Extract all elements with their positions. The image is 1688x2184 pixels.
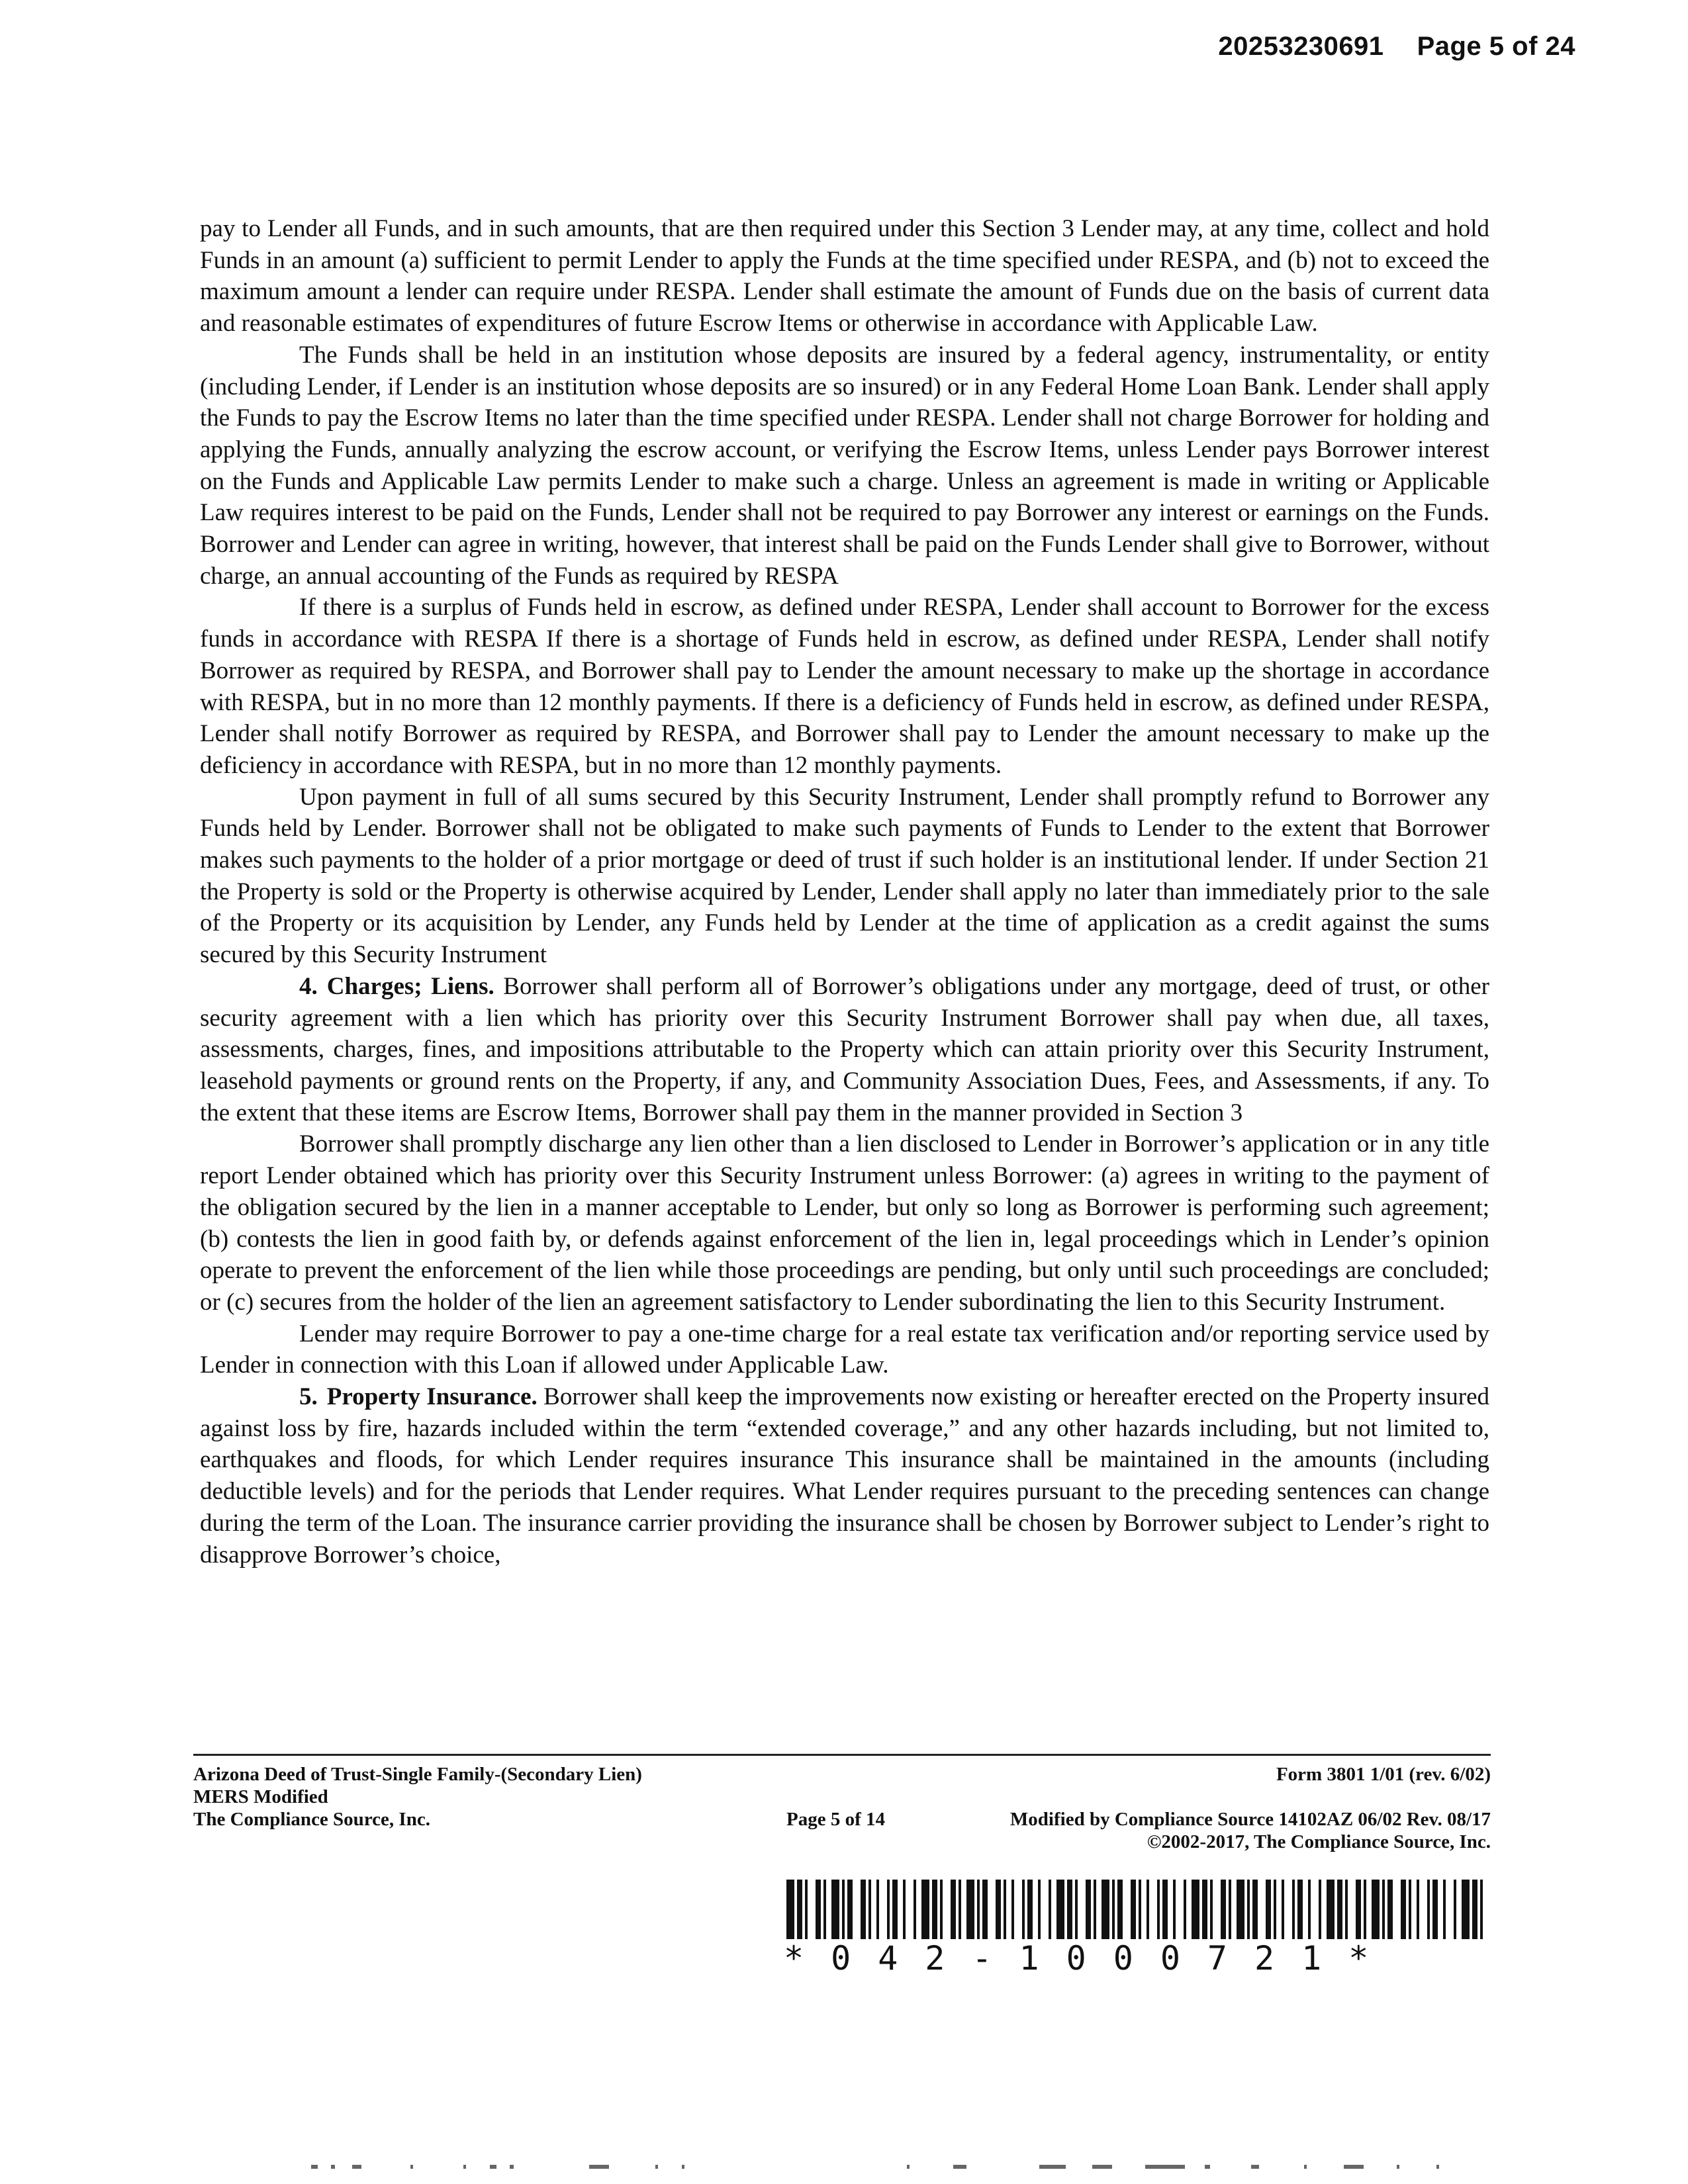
barcode-bar	[1432, 1880, 1438, 1939]
barcode-bar	[1417, 1880, 1419, 1939]
form-title: Arizona Deed of Trust-Single Family-(Secondary Lien)	[193, 1764, 642, 1785]
barcode-bar	[1274, 1880, 1276, 1939]
barcode-bar	[996, 1880, 1001, 1939]
form-number: Form 3801 1/01 (rev. 6/02)	[1276, 1764, 1491, 1785]
scan-mark	[589, 2165, 609, 2169]
barcode-bar	[1297, 1880, 1303, 1939]
barcode-bar	[1401, 1880, 1406, 1939]
document-body	[200, 213, 1489, 1570]
barcode-bar	[1192, 1880, 1199, 1939]
scan-mark	[490, 2165, 496, 2169]
barcode-bar	[1382, 1880, 1385, 1939]
scan-mark	[352, 2165, 361, 2169]
barcode-bar	[1102, 1880, 1109, 1939]
barcode-bar	[1094, 1880, 1096, 1939]
barcode-bar	[1319, 1880, 1321, 1939]
section-4-charges-liens	[200, 971, 1489, 1129]
paragraph-funds-held: The Funds shall be held in an institution whose deposits are insured by a federal agency, instrumentality, or entity (including Lender, if Lender is an institution whose deposits are so insured) or in any Federal Home Loan Bank. Lender shall apply the Funds to pay the Escrow Items no later than the time specified under RESPA. Lender shall not charge Borrower for holding and applying the Funds, annually analyzing the escrow account, or verifying the Escrow Items, unless Lender pays Borrower interest on the Funds and Applicable Law permits Lender to make such a charge. Unless an agreement is made in writing or Applicable Law requires interest to be paid on the Funds, Lender shall not be required to pay Borrower any interest or earnings on the Funds. Borrower and Lender can agree in writing, however, that interest shall be paid on the Funds Lender shall give to Borrower, without charge, an annual accounting of the Funds as required by RESPA	[200, 341, 1489, 590]
barcode-bar	[842, 1880, 845, 1939]
barcode-bar	[951, 1880, 956, 1939]
scan-mark	[655, 2165, 658, 2169]
barcode-bar	[1266, 1880, 1271, 1939]
barcode-bar	[1067, 1880, 1072, 1939]
document-number: 20253230691	[1218, 32, 1384, 61]
barcode-bar	[1184, 1880, 1186, 1939]
scan-mark	[331, 2165, 335, 2169]
barcode-bar	[1086, 1880, 1091, 1939]
barcode-bar	[1221, 1880, 1226, 1939]
barcode-bar	[823, 1880, 826, 1939]
barcode-bar	[1247, 1880, 1250, 1939]
scan-mark	[1039, 2165, 1066, 2169]
barcode-bar	[887, 1880, 890, 1939]
section-title: Charges; Liens.	[326, 972, 494, 1000]
barcode-bar	[1139, 1880, 1141, 1939]
barcode-bar	[1372, 1880, 1380, 1939]
barcode-bar	[861, 1880, 866, 1939]
barcode-bar	[1173, 1880, 1176, 1939]
section-5-property-insurance	[200, 1381, 1489, 1570]
barcode-bar	[1480, 1880, 1483, 1939]
barcode-bar	[1131, 1880, 1136, 1939]
barcode-bar	[786, 1880, 794, 1939]
barcode-bar	[1147, 1880, 1149, 1939]
barcode-bar	[1252, 1880, 1258, 1939]
page-footer	[193, 1763, 1491, 1853]
copyright-label: ©2002-2017, The Compliance Source, Inc.	[1147, 1831, 1491, 1852]
scan-mark	[463, 2165, 466, 2169]
barcode-bar	[1345, 1880, 1348, 1939]
barcode-bar	[921, 1880, 929, 1939]
barcode-bar	[876, 1880, 879, 1939]
barcode-bar	[1356, 1880, 1361, 1939]
barcode-bar	[797, 1880, 802, 1939]
scan-mark	[510, 2165, 514, 2169]
barcode-bar	[914, 1880, 916, 1939]
barcode-bar	[1292, 1880, 1295, 1939]
scan-mark	[682, 2165, 684, 2169]
barcode-bar	[1282, 1880, 1284, 1939]
barcode-text: *042-1000721*	[784, 1939, 1396, 1978]
barcode-bar	[1038, 1880, 1041, 1939]
barcode-bar	[1427, 1880, 1430, 1939]
barcode-bar	[1237, 1880, 1244, 1939]
paragraph-funds-collection: pay to Lender all Funds, and in such amounts, that are then required under this Section 3 Lender may, at any time, collect and hold Funds in an amount (a) sufficient to permit Lender to apply the Funds at the time specified under RESPA, and (b) not to exceed the maximum amount a lender can require under RESPA. Lender shall estimate the amount of Funds due on the basis of current data and reasonable estimates of expenditures of future Escrow Items or otherwise in accordance with Applicable Law.	[200, 215, 1489, 338]
paragraph-discharge-lien: Borrower shall promptly discharge any lien other than a lien disclosed to Lender in Borrower’s application or in any title report Lender obtained which has priority over this Security Instrument unless Borrower: (a) agrees in writing to the payment of the obligation secured by the lien in a manner acceptable to Lender, but only so long as Borrower is performing such agreement; (b) contests the lien in good faith by, or defends against enforcement of the lien in, legal proceedings which in Lender’s opinion operate to prevent the enforcement of the lien while those proceedings are pending, but only until such proceedings are concluded; or (c) secures from the holder of the lien an agreement satisfactory to Lender subordinating the lien to this Security Instrument.	[200, 1130, 1489, 1316]
barcode-bar	[1409, 1880, 1411, 1939]
scan-mark	[1304, 2165, 1307, 2169]
barcode-bar	[903, 1880, 906, 1939]
section-title: Property Insurance.	[326, 1383, 538, 1411]
barcode-bar	[1056, 1880, 1064, 1939]
barcode-bar	[966, 1880, 974, 1939]
barcode-bar	[1011, 1880, 1014, 1939]
mers-label: MERS Modified	[193, 1786, 328, 1807]
scan-artifacts	[311, 2163, 1470, 2172]
barcode-bar	[1443, 1880, 1446, 1939]
barcode-bar	[1308, 1880, 1311, 1939]
scan-mark	[1145, 2165, 1185, 2169]
barcode-bar	[1202, 1880, 1207, 1939]
barcode-bar	[816, 1880, 821, 1939]
barcode-bar	[1157, 1880, 1160, 1939]
section-text: Borrower shall perform all of Borrower’s obligations under any mortgage, deed of trust, or other security agreement with a lien which has priority over this Security Instrument Borrower shall pay when due, all taxes, assessments, charges, fines, and impositions attributable to the Property which can attain priority over this Security Instrument, leasehold payments or ground rents on the Property, if any, and Community Association Dues, Fees, and Assessments, if any. To the extent that these items are Escrow Items, Borrower shall pay them in the manner provided in Section 3	[200, 972, 1489, 1126]
barcode-bar	[1229, 1880, 1231, 1939]
scan-mark	[410, 2165, 413, 2169]
barcode-bar	[1162, 1880, 1168, 1939]
barcode-bar	[932, 1880, 937, 1939]
barcode-bar	[982, 1880, 988, 1939]
footer-divider	[193, 1754, 1491, 1756]
modified-label: Modified by Compliance Source 14102AZ 06/02 Rev. 08/17	[1009, 1809, 1491, 1830]
scan-mark	[907, 2165, 910, 2169]
source-label: The Compliance Source, Inc.	[193, 1809, 430, 1830]
barcode-bar	[1117, 1880, 1123, 1939]
scan-mark	[1092, 2165, 1112, 2169]
barcode-bar	[847, 1880, 853, 1939]
scan-mark	[1344, 2165, 1364, 2169]
paragraph-surplus-shortage: If there is a surplus of Funds held in escrow, as defined under RESPA, Lender shall account to Borrower for the excess funds in accordance with RESPA If there is a shortage of Funds held in escrow, as defined under RESPA, Lender shall notify Borrower as required by RESPA, and Borrower shall pay to Lender the amount necessary to make up the shortage in accordance with RESPA, but in no more than 12 monthly payments. If there is a deficiency of Funds held in escrow, as defined under RESPA, Lender shall notify Borrower as required by RESPA, and Borrower shall pay to Lender the amount necessary to make up the deficiency in accordance with RESPA, but in no more than 12 monthly payments.	[200, 594, 1489, 779]
barcode-bar	[1049, 1880, 1051, 1939]
section-number: 5.	[299, 1383, 318, 1411]
barcode-bar	[940, 1880, 943, 1939]
paragraph-tax-verification: Lender may require Borrower to pay a one-time charge for a real estate tax verification and/or reporting service used by Lender in connection with this Loan if allowed under Applicable Law.	[200, 1320, 1489, 1379]
scan-mark	[1436, 2165, 1439, 2169]
barcode-bar	[1075, 1880, 1078, 1939]
barcode-bar	[1454, 1880, 1456, 1939]
barcode-bar	[868, 1880, 871, 1939]
barcode-bar	[1027, 1880, 1033, 1939]
barcode-bar	[1004, 1880, 1006, 1939]
section-text: Borrower shall keep the improvements now existing or hereafter erected on the Property insured against loss by fire, hazards included within the term “extended coverage,” and any other hazards including, but not limited to, earthquakes and floods, for which Lender requires insurance This insurance shall be maintained in the amounts (including deductible levels) and for the periods that Lender requires. What Lender requires pursuant to the preceding sentences can change during the term of the Loan. The insurance carrier providing the insurance shall be chosen by Borrower subject to Lender’s right to disapprove Borrower’s choice,	[200, 1383, 1489, 1569]
barcode-bar	[1387, 1880, 1393, 1939]
page-header	[1218, 32, 1575, 62]
barcode-bar	[1210, 1880, 1213, 1939]
scan-mark	[1251, 2165, 1259, 2169]
barcode-bar	[1364, 1880, 1366, 1939]
section-number: 4.	[299, 972, 318, 1000]
footer-page-number: Page 5 of 14	[786, 1809, 885, 1830]
scan-mark	[311, 2165, 318, 2169]
scan-mark	[1205, 2165, 1210, 2169]
barcode-bar	[1022, 1880, 1025, 1939]
barcode-bar	[1327, 1880, 1335, 1939]
barcode-bar	[977, 1880, 980, 1939]
barcode-bar	[1472, 1880, 1477, 1939]
barcode-bar	[831, 1880, 839, 1939]
barcode-bar	[805, 1880, 808, 1939]
barcode-bar	[959, 1880, 961, 1939]
barcode-bar	[1112, 1880, 1115, 1939]
barcode-bar	[1337, 1880, 1342, 1939]
barcode-bar	[892, 1880, 898, 1939]
paragraph-refund: Upon payment in full of all sums secured by this Security Instrument, Lender shall promptly refund to Borrower any Funds held by Lender. Borrower shall not be obligated to make such payments of Funds to Lender to the extent that Borrower makes such payments to the holder of a prior mortgage or deed of trust if such holder is an institutional lender. If under Section 21 the Property is sold or the Property is otherwise acquired by Lender, Lender shall apply no later than immediately prior to the sale of the Property or its acquisition by Lender, any Funds held by Lender at the time of application as a credit against the sums secured by this Security Instrument	[200, 783, 1489, 969]
scan-mark	[953, 2165, 966, 2169]
page-indicator: Page 5 of 24	[1417, 32, 1575, 61]
scan-mark	[1397, 2165, 1399, 2169]
barcode-bar	[1462, 1880, 1470, 1939]
